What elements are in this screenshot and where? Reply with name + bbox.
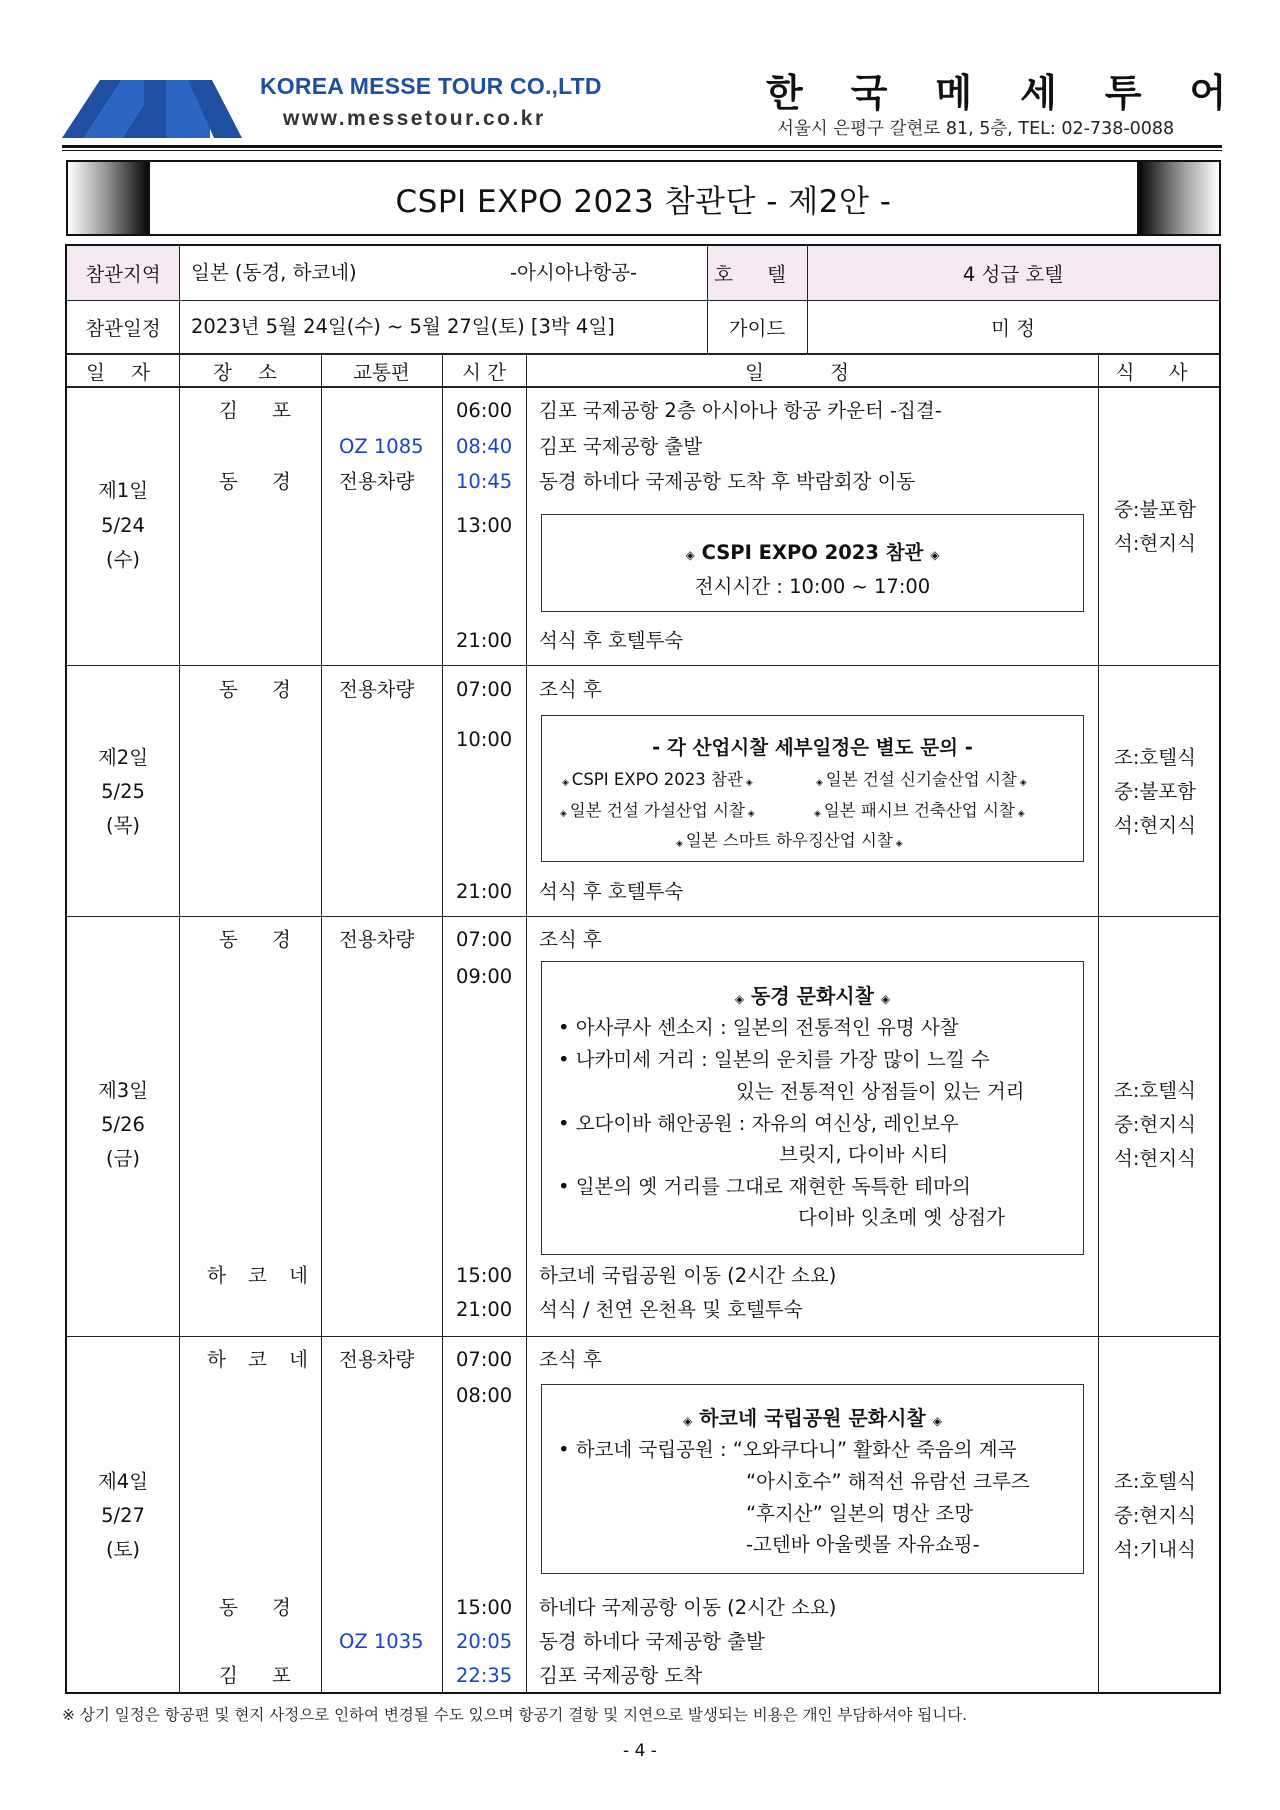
diamond-icon: ◈ [892, 839, 903, 849]
day1-time: 06:00 [456, 399, 513, 422]
row-divider [67, 386, 1219, 388]
company-url: www.messetour.co.kr [283, 107, 546, 130]
day1-meal: 중:불포함 [1114, 498, 1196, 521]
day3-culture-box [541, 961, 1084, 1255]
airline: -아시아나항공- [510, 261, 638, 284]
day1-box-title-row [542, 537, 1083, 565]
dates-value: 2023년 5월 24일(수) ~ 5월 27일(토) [3박 4일] [191, 315, 615, 338]
day1-weekday: (수) [105, 548, 141, 571]
day1-date: 5/24 [101, 514, 145, 537]
day3-event: 조식 후 [539, 928, 602, 951]
day3-weekday: (금) [105, 1147, 141, 1170]
col-divider [179, 246, 180, 353]
diamond-icon: ◈ [683, 1414, 693, 1428]
diamond-icon: ◈ [1014, 809, 1025, 819]
day2-box-item: ◈ 일본 스마트 하우징산업 시찰 ◈ [676, 831, 903, 850]
header-divider-thin [62, 150, 1222, 151]
day2-box-item: ◈ CSPI EXPO 2023 참관 ◈ [562, 770, 753, 789]
day4-event: 김포 국제공항 도착 [539, 1664, 703, 1687]
diamond-icon: ◈ [932, 1414, 942, 1428]
day2-time: 10:00 [456, 728, 513, 751]
title-banner [66, 160, 1221, 236]
day4-place: 김 포 [219, 1664, 305, 1687]
day3-event: 석식 / 천연 온천욕 및 호텔투숙 [539, 1298, 803, 1321]
day1-time: 13:00 [456, 514, 513, 537]
col-header-transport: 교통편 [353, 360, 410, 384]
day1-time: 08:40 [456, 435, 513, 458]
day4-weekday: (토) [105, 1538, 141, 1561]
day2-box-title: - 각 산업시찰 세부일정은 별도 문의 - [652, 736, 973, 759]
day3-time: 15:00 [456, 1264, 513, 1287]
day4-meal: 석:기내식 [1114, 1538, 1196, 1561]
day1-box-line: 전시시간 : 10:00 ~ 17:00 [694, 575, 931, 598]
day3-box-title-row [542, 980, 1083, 1009]
day4-event: 조식 후 [539, 1348, 602, 1371]
col-header-time: 시 간 [462, 360, 506, 384]
diamond-icon: ◈ [734, 992, 745, 1006]
diamond-icon: ◈ [1016, 778, 1027, 788]
day3-time: 09:00 [456, 965, 513, 988]
day4-box-line: • 하코네 국립공원 : “오와쿠다니” 활화산 죽음의 계곡 [558, 1438, 1017, 1461]
hotel-value: 4 성급 호텔 [962, 263, 1064, 286]
day3-place: 하 코 네 [207, 1264, 316, 1287]
day3-box-line: 브릿지, 다이바 시티 [779, 1143, 949, 1166]
day1-event: 석식 후 호텔투숙 [539, 629, 684, 652]
diamond-icon: ◈ [562, 778, 572, 788]
day2-weekday: (목) [105, 814, 141, 837]
day3-label: 제3일 [97, 1079, 149, 1102]
day3-box-line: 다이바 잇초메 옛 상점가 [798, 1206, 1005, 1229]
day-divider [67, 1336, 1219, 1337]
day3-meal: 중:현지식 [1114, 1113, 1196, 1136]
dates-label: 참관일정 [85, 316, 161, 340]
company-logo-icon [62, 74, 242, 138]
day1-place: 김 포 [219, 399, 305, 422]
day4-box-line: “아시호수” 해적선 유람선 크루즈 [746, 1470, 1030, 1493]
bullet-icon: • [558, 1016, 576, 1039]
day1-transport: 전용차량 [339, 470, 415, 493]
day2-event: 석식 후 호텔투숙 [539, 880, 684, 903]
col-divider [1098, 353, 1099, 1692]
day3-meal: 석:현지식 [1114, 1147, 1196, 1170]
region-label: 참관지역 [85, 263, 161, 286]
day2-box-item: ◈ 일본 건설 가설산업 시찰 ◈ [560, 801, 755, 820]
day4-time: 08:00 [456, 1384, 513, 1407]
col-divider [321, 353, 322, 1692]
day3-event: 하코네 국립공원 이동 (2시간 소요) [539, 1264, 837, 1287]
diamond-icon: ◈ [744, 809, 755, 819]
diamond-icon: ◈ [685, 548, 695, 562]
day2-box-item: ◈ 일본 패시브 건축산업 시찰 ◈ [814, 801, 1025, 820]
day4-transport: 전용차량 [339, 1348, 415, 1371]
diamond-icon: ◈ [880, 992, 891, 1006]
region-value: 일본 (동경, 하코네) [191, 261, 357, 284]
day4-event: 동경 하네다 국제공항 출발 [539, 1630, 765, 1653]
day3-time: 07:00 [456, 928, 513, 951]
day2-time: 21:00 [456, 880, 513, 903]
day4-box-line: -고텐바 아울렛몰 자유쇼핑- [746, 1533, 980, 1556]
day2-event: 조식 후 [539, 678, 602, 701]
day2-label: 제2일 [97, 746, 149, 769]
day4-event: 하네다 국제공항 이동 (2시간 소요) [539, 1596, 837, 1619]
day4-time: 07:00 [456, 1348, 513, 1371]
guide-label: 가이드 [728, 316, 786, 340]
day2-meal: 중:불포함 [1114, 780, 1196, 803]
diamond-icon: ◈ [814, 809, 824, 819]
col-divider [179, 353, 180, 1692]
day4-box-title-row [542, 1402, 1083, 1431]
page-title: CSPI EXPO 2023 참관단 - 제2안 - [395, 183, 892, 220]
day4-label: 제4일 [97, 1470, 149, 1493]
day3-place: 동 경 [219, 928, 305, 951]
day1-time: 10:45 [456, 470, 513, 493]
col-header-place: 장 소 [213, 360, 287, 384]
day4-transport: OZ 1035 [339, 1630, 424, 1653]
bullet-icon: • [558, 1175, 576, 1198]
title-gradient-right [1137, 162, 1219, 234]
day3-box-line: 있는 전통적인 상점들이 있는 거리 [736, 1080, 1025, 1103]
day1-event: 김포 국제공항 2층 아시아나 항공 카운터 -집결- [539, 399, 942, 422]
col-divider [526, 353, 527, 1692]
day4-hakone-box [541, 1384, 1084, 1574]
day2-transport: 전용차량 [339, 678, 415, 701]
diamond-icon: ◈ [676, 839, 686, 849]
day1-meal: 석:현지식 [1114, 532, 1196, 555]
day2-meal: 조:호텔식 [1114, 746, 1196, 769]
bullet-icon: • [558, 1112, 576, 1135]
day1-expo-box [541, 514, 1084, 612]
day4-meal: 조:호텔식 [1114, 1470, 1196, 1493]
day4-time: 22:35 [456, 1664, 513, 1687]
day3-box-line: • 오다이바 해안공원 : 자유의 여신상, 레인보우 [558, 1112, 959, 1135]
day4-box-line: “후지산” 일본의 명산 조망 [746, 1502, 974, 1525]
diamond-icon: ◈ [930, 548, 940, 562]
company-name-ko: 한국메세투어 [766, 71, 1275, 115]
col-header-schedule: 일 정 [745, 360, 879, 384]
day1-label: 제1일 [97, 479, 149, 502]
day3-box-line: • 아사쿠사 센소지 : 일본의 전통적인 유명 사찰 [558, 1016, 959, 1039]
day3-box-line: • 나카미세 거리 : 일본의 운치를 가장 많이 느낄 수 [558, 1048, 990, 1071]
bullet-icon: • [558, 1048, 576, 1071]
page-number: - 4 - [623, 1741, 657, 1761]
day3-box-line: • 일본의 옛 거리를 그대로 재현한 독특한 테마의 [558, 1175, 971, 1198]
col-header-meal: 식 사 [1115, 360, 1202, 384]
day4-time: 15:00 [456, 1596, 513, 1619]
day1-event: 동경 하네다 국제공항 도착 후 박람회장 이동 [539, 470, 916, 493]
day3-transport: 전용차량 [339, 928, 415, 951]
day4-time: 20:05 [456, 1630, 513, 1653]
day3-time: 21:00 [456, 1298, 513, 1321]
day3-box-title: 동경 문화시찰 [751, 984, 874, 1008]
header-divider [62, 145, 1222, 148]
itinerary-table [65, 244, 1221, 1694]
day3-meal: 조:호텔식 [1114, 1079, 1196, 1102]
day3-date: 5/26 [101, 1113, 145, 1136]
diamond-icon: ◈ [816, 778, 826, 788]
day2-place: 동 경 [219, 678, 305, 701]
day2-time: 07:00 [456, 678, 513, 701]
day1-place: 동 경 [219, 470, 305, 493]
diamond-icon: ◈ [560, 809, 570, 819]
company-address: 서울시 은평구 갈현로 81, 5층, TEL: 02-738-0088 [777, 119, 1175, 139]
hotel-label: 호 텔 [714, 263, 800, 286]
day2-meal: 석:현지식 [1114, 814, 1196, 837]
guide-value: 미 정 [991, 316, 1035, 340]
day-divider [67, 665, 1219, 666]
company-name-en: KOREA MESSE TOUR CO.,LTD [260, 73, 602, 99]
day4-box-title: 하코네 국립공원 문화시찰 [699, 1406, 926, 1430]
day4-place: 동 경 [219, 1596, 305, 1619]
day1-event: 김포 국제공항 출발 [539, 435, 703, 458]
bullet-icon: • [558, 1438, 576, 1461]
day4-place: 하 코 네 [207, 1348, 316, 1371]
day2-industry-box [541, 715, 1084, 862]
day2-box-item: ◈ 일본 건설 신기술산업 시찰 ◈ [816, 770, 1027, 789]
day1-box-title: CSPI EXPO 2023 참관 [701, 541, 924, 564]
day4-meal: 중:현지식 [1114, 1504, 1196, 1527]
diamond-icon: ◈ [742, 778, 753, 788]
day1-transport: OZ 1085 [339, 435, 424, 458]
col-header-day: 일 자 [86, 360, 160, 384]
title-gradient-left [68, 162, 150, 234]
col-divider [442, 353, 443, 1692]
day4-date: 5/27 [101, 1504, 145, 1527]
footnote: ※ 상기 일정은 항공편 및 현지 사정으로 인하여 변경될 수도 있으며 항공기 결항 및 지연으로 발생되는 비용은 개인 부담하셔야 됩니다. [62, 1706, 968, 1724]
day1-time: 21:00 [456, 629, 513, 652]
day-divider [67, 916, 1219, 917]
day2-date: 5/25 [101, 780, 145, 803]
